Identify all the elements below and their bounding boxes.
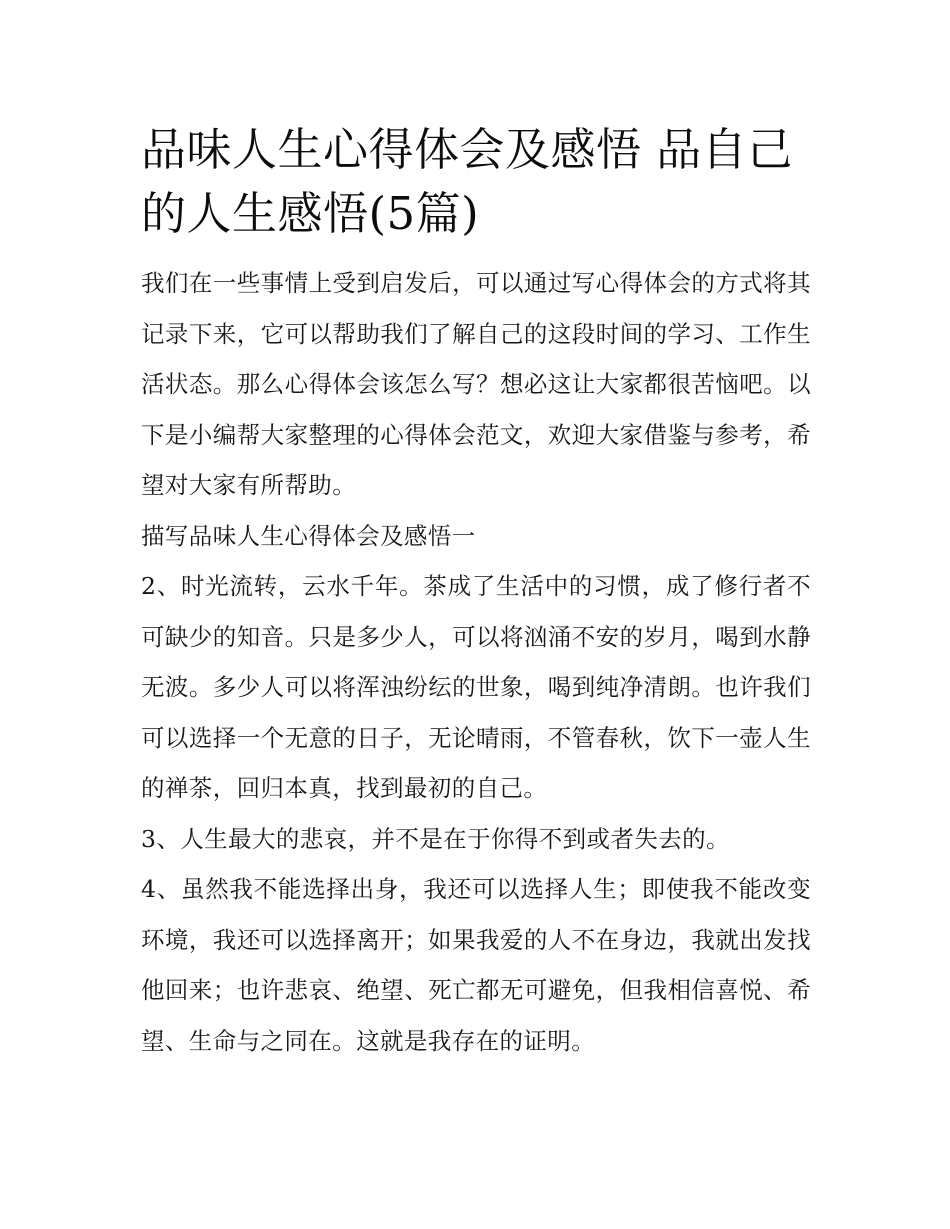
paragraph-item-3: 3、人生最大的悲哀，并不是在于你得不到或者失去的。 (141, 824, 730, 853)
paragraph-item-2: 2、时光流转，云水千年。茶成了生活中的习惯，成了修行者不可缺少的知音。只是多少人，可以将汹涌不安的岁月，喝到水静无波。多少人可以将浑浊纷纭的世象，喝到纯净清朗。也许我们可以选择一个无意的日子，无论晴雨，不管春秋，饮下一壶人生的禅茶，回归本真，找到最初的自己。 (141, 572, 811, 802)
paragraph-item-4: 4、虽然我不能选择出身，我还可以选择人生；即使我不能改变环境，我还可以选择离开；如果我爱的人不在身边，我就出发找他回来；也许悲哀、绝望、死亡都无可避免，但我相信喜悦、希望、生命与之同在。这就是我存在的证明。 (141, 875, 811, 1055)
intro-paragraph: 我们在一些事情上受到启发后，可以通过写心得体会的方式将其记录下来，它可以帮助我们了解自己的这段时间的学习、工作生活状态。那么心得体会该怎么写？想必这让大家都很苦恼吧。以下是小编帮大家整理的心得体会范文，欢迎大家借鉴与参考，希望对大家有所帮助。 (141, 269, 811, 499)
document-title: 品味人生心得体会及感悟 品自己的人生感悟(5篇) (141, 123, 793, 240)
document-content (141, 118, 811, 1066)
section-heading: 描写品味人生心得体会及感悟一 (141, 521, 476, 550)
